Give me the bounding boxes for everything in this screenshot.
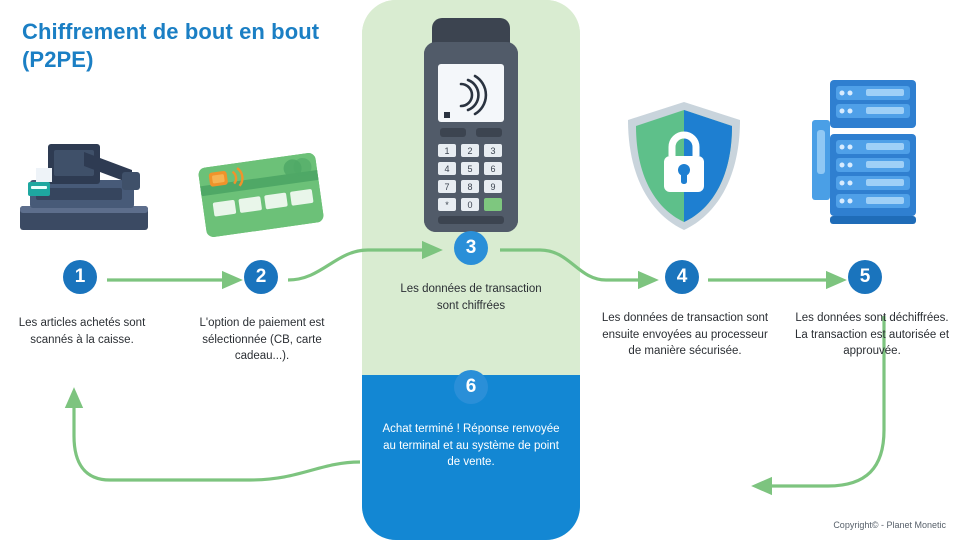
svg-text:2: 2 — [467, 146, 473, 156]
step-4-caption: Les données de transaction sont ensuite envoyées au processeur de manière sécurisée. — [601, 312, 769, 358]
svg-text:3: 3 — [490, 146, 496, 156]
svg-text:*: * — [445, 200, 449, 210]
svg-text:6: 6 — [490, 164, 496, 174]
step-2-number — [244, 260, 278, 294]
svg-text:0: 0 — [467, 200, 473, 210]
svg-text:5: 5 — [467, 164, 473, 174]
step-6-number — [454, 370, 488, 404]
server-rack-icon — [806, 78, 926, 238]
page-title-line2: (P2PE) — [22, 46, 94, 72]
step-4-number-label: 4 — [676, 266, 688, 287]
step-1-number — [63, 260, 97, 294]
step-5-number-label: 5 — [859, 266, 871, 287]
step-2-caption: L'option de paiement est sélectionnée (CB, carte cadeau...). — [199, 317, 325, 363]
step-5-number — [848, 260, 882, 294]
step-6-number-label: 6 — [465, 376, 477, 397]
step-3-number — [454, 231, 488, 265]
svg-text:4: 4 — [444, 164, 450, 174]
page-title-line1: Chiffrement de bout en bout — [22, 19, 320, 44]
pos-register-icon — [14, 108, 154, 240]
step-4-number — [665, 260, 699, 294]
step-3-caption: Les données de transaction sont chiffrées — [400, 283, 542, 312]
page-title — [22, 18, 362, 73]
credit-card-icon — [196, 152, 326, 238]
shield-lock-icon — [614, 98, 754, 234]
step-1-caption: Les articles achetés sont scannés à la caisse. — [18, 317, 146, 346]
svg-text:8: 8 — [467, 182, 473, 192]
copyright-text: Copyright© - Planet Monetic — [833, 520, 946, 530]
step-1-number-label: 1 — [74, 266, 86, 287]
step-2-number-label: 2 — [255, 266, 267, 287]
step-6-caption: Achat terminé ! Réponse renvoyée au terminal et au système de point de vente. — [382, 423, 560, 469]
step-5-caption: Les données sont déchiffrées. La transaction est autorisée et approuvée. — [794, 312, 950, 358]
svg-text:9: 9 — [490, 182, 496, 192]
step-3-number-label: 3 — [465, 237, 477, 258]
svg-text:1: 1 — [444, 146, 450, 156]
payment-terminal-icon — [414, 16, 528, 236]
svg-text:7: 7 — [444, 182, 450, 192]
